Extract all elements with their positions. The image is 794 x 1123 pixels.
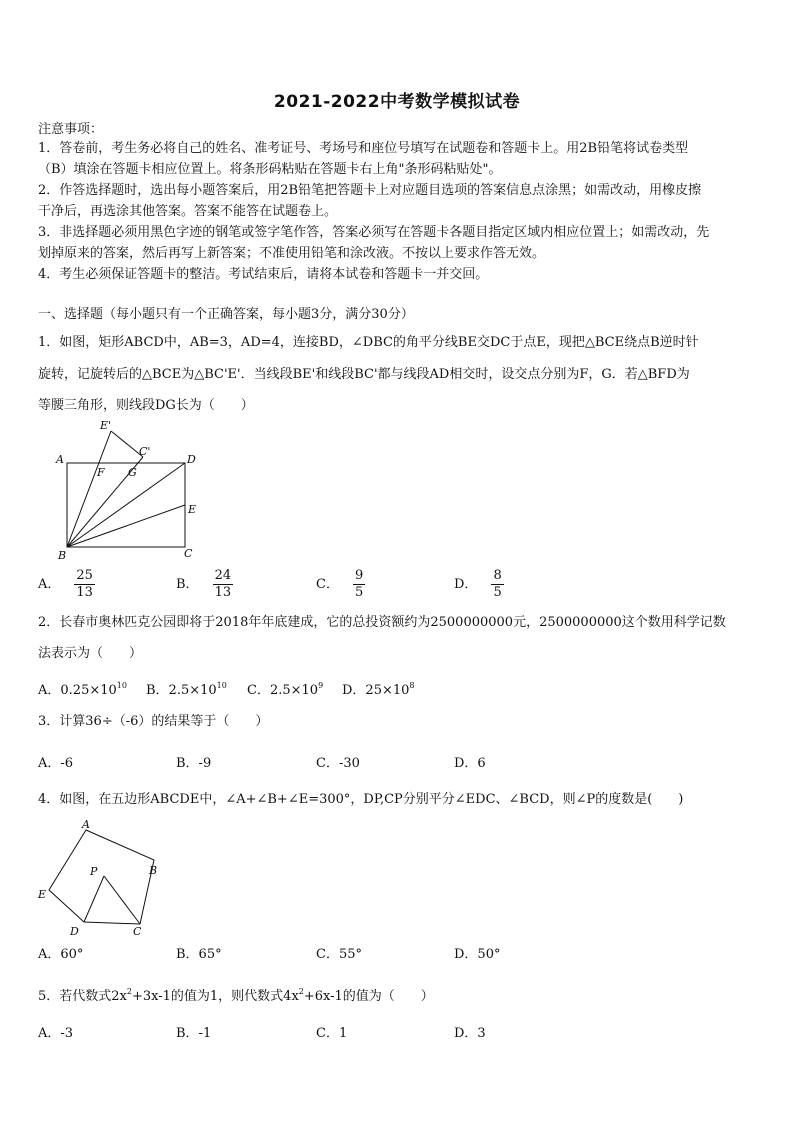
q4-option-c[interactable]: C．55° bbox=[316, 947, 362, 962]
fig1-label-B: B bbox=[58, 549, 67, 562]
fig1-label-C: C bbox=[184, 547, 193, 560]
fraction bbox=[353, 568, 365, 601]
fig1-label-E: E bbox=[188, 503, 197, 516]
question-5-text bbox=[38, 983, 434, 1006]
q5-part: 5．若代数式2x bbox=[38, 989, 127, 1004]
question-1-figure bbox=[50, 415, 210, 565]
q5-part: +6x-1的值为（ ） bbox=[303, 989, 434, 1004]
q1-option-b[interactable] bbox=[176, 568, 233, 601]
denominator: 13 bbox=[76, 585, 93, 600]
question-1-text: 1．如图，矩形ABCD中，AB=3，AD=4，连接BD，∠DBC的角平分线BE交DC于点E，现把△BCE绕点B逆时针 bbox=[38, 335, 699, 350]
fig4-label-P: P bbox=[90, 865, 98, 878]
exponent: 2 bbox=[298, 987, 304, 996]
notice-line: 干净后，再选涂其他答案。答案不能答在试题卷上。 bbox=[38, 204, 338, 219]
q1-option-d[interactable] bbox=[454, 568, 504, 601]
option-letter: D． bbox=[454, 577, 478, 592]
notice-line: 1．答卷前，考生务必将自己的姓名、准考证号、考场号和座位号填写在试题卷和答题卡上。用2B铅笔将试卷类型 bbox=[38, 141, 689, 156]
q3-option-a[interactable]: A．-6 bbox=[38, 756, 74, 771]
fig1-label-D: D bbox=[187, 453, 196, 466]
numerator: 9 bbox=[354, 568, 364, 583]
fig1-label-E-prime: E' bbox=[100, 419, 112, 432]
notice-line: 2．作答选择题时，选出每小题答案后，用2B铅笔把答题卡上对应题目选项的答案信息点涂黑；如需改动，用橡皮擦 bbox=[38, 183, 702, 198]
q5-option-a[interactable]: A．-3 bbox=[38, 1026, 74, 1041]
numerator: 25 bbox=[76, 568, 93, 583]
question-2-text: 2．长春市奥林匹克公园即将于2018年年底建成，它的总投资额约为2500000000元，2500000000这个数用科学记数 bbox=[38, 615, 726, 630]
notice-line: （B）填涂在答题卡相应位置上。将条形码粘贴在答题卡右上角"条形码粘贴处"。 bbox=[38, 162, 502, 177]
q4-option-a[interactable]: A．60° bbox=[38, 947, 84, 962]
q2-option-c[interactable] bbox=[247, 677, 323, 700]
exponent: 8 bbox=[409, 681, 415, 690]
fig4-label-C: C bbox=[133, 925, 142, 938]
fig4-label-A: A bbox=[82, 818, 90, 831]
option-text: A．0.25×10 bbox=[38, 683, 117, 698]
fig4-label-D: D bbox=[70, 925, 79, 938]
question-4-text: 4．如图，在五边形ABCDE中，∠A+∠B+∠E=300°，DP,CP分别平分∠EDC、∠BCD，则∠P的度数是( ) bbox=[38, 792, 684, 807]
page-title: 2021-2022中考数学模拟试卷 bbox=[273, 92, 521, 112]
q3-option-b[interactable]: B．-9 bbox=[176, 756, 212, 771]
q5-part: +3x-1的值为1，则代数式4x bbox=[131, 989, 299, 1004]
fraction bbox=[213, 568, 234, 601]
q3-option-c[interactable]: C．-30 bbox=[316, 756, 360, 771]
exponent: 10 bbox=[216, 681, 227, 690]
q1-option-a[interactable] bbox=[38, 568, 95, 601]
fig1-label-C-prime: C' bbox=[139, 445, 151, 458]
option-letter: A． bbox=[38, 577, 61, 592]
option-text: D．25×10 bbox=[342, 683, 410, 698]
q5-option-b[interactable]: B．-1 bbox=[176, 1026, 212, 1041]
fig4-label-B: B bbox=[149, 864, 158, 877]
q2-option-d[interactable] bbox=[342, 677, 415, 700]
q2-option-a[interactable] bbox=[38, 677, 127, 700]
fig1-label-A: A bbox=[56, 453, 64, 466]
notice-line: 划掉原来的答案，然后再写上新答案；不准使用铅笔和涂改液。不按以上要求作答无效。 bbox=[38, 246, 546, 261]
denominator: 5 bbox=[354, 585, 364, 600]
question-1-text: 旋转，记旋转后的△BCE为△BC'E'．当线段BE'和线段BC'都与线段AD相交时，设交点分别为F，G．若△BFD为 bbox=[38, 367, 690, 382]
section-heading: 一、选择题（每小题只有一个正确答案，每小题3分，满分30分） bbox=[38, 307, 414, 322]
exponent: 9 bbox=[318, 681, 324, 690]
q3-option-d[interactable]: D．6 bbox=[454, 756, 486, 771]
numerator: 8 bbox=[493, 568, 502, 583]
notice-heading: 注意事项： bbox=[38, 122, 104, 137]
question-1-text: 等腰三角形，则线段DG长为（ ） bbox=[38, 398, 254, 413]
q2-option-b[interactable] bbox=[146, 677, 227, 700]
option-letter: C． bbox=[316, 577, 339, 592]
option-text: C．2.5×10 bbox=[247, 683, 319, 698]
question-3-text: 3．计算36÷（-6）的结果等于（ ） bbox=[38, 714, 269, 729]
denominator: 5 bbox=[493, 585, 502, 600]
question-4-figure bbox=[34, 818, 174, 938]
fraction bbox=[74, 568, 95, 601]
exponent: 10 bbox=[116, 681, 127, 690]
q4-option-d[interactable]: D．50° bbox=[454, 947, 501, 962]
denominator: 13 bbox=[214, 585, 232, 600]
fig1-label-F: F bbox=[97, 466, 105, 479]
q4-option-b[interactable]: B．65° bbox=[176, 947, 222, 962]
exponent: 2 bbox=[126, 987, 132, 996]
option-letter: B． bbox=[176, 577, 199, 592]
q1-option-c[interactable] bbox=[316, 568, 365, 601]
fraction bbox=[491, 568, 503, 601]
numerator: 24 bbox=[214, 568, 232, 583]
question-2-text: 法表示为（ ） bbox=[38, 646, 143, 661]
notice-line: 4．考生必须保证答题卡的整洁。考试结束后，请将本试卷和答题卡一并交回。 bbox=[38, 267, 489, 282]
fig1-label-G: G bbox=[128, 466, 137, 479]
option-text: B．2.5×10 bbox=[146, 683, 217, 698]
q5-option-c[interactable]: C．1 bbox=[316, 1026, 348, 1041]
q5-option-d[interactable]: D．3 bbox=[454, 1026, 486, 1041]
fig4-label-E: E bbox=[38, 888, 47, 901]
notice-line: 3．非选择题必须用黑色字迹的钢笔或签字笔作答，答案必须写在答题卡各题目指定区域内相应位置上；如需改动，先 bbox=[38, 225, 710, 240]
